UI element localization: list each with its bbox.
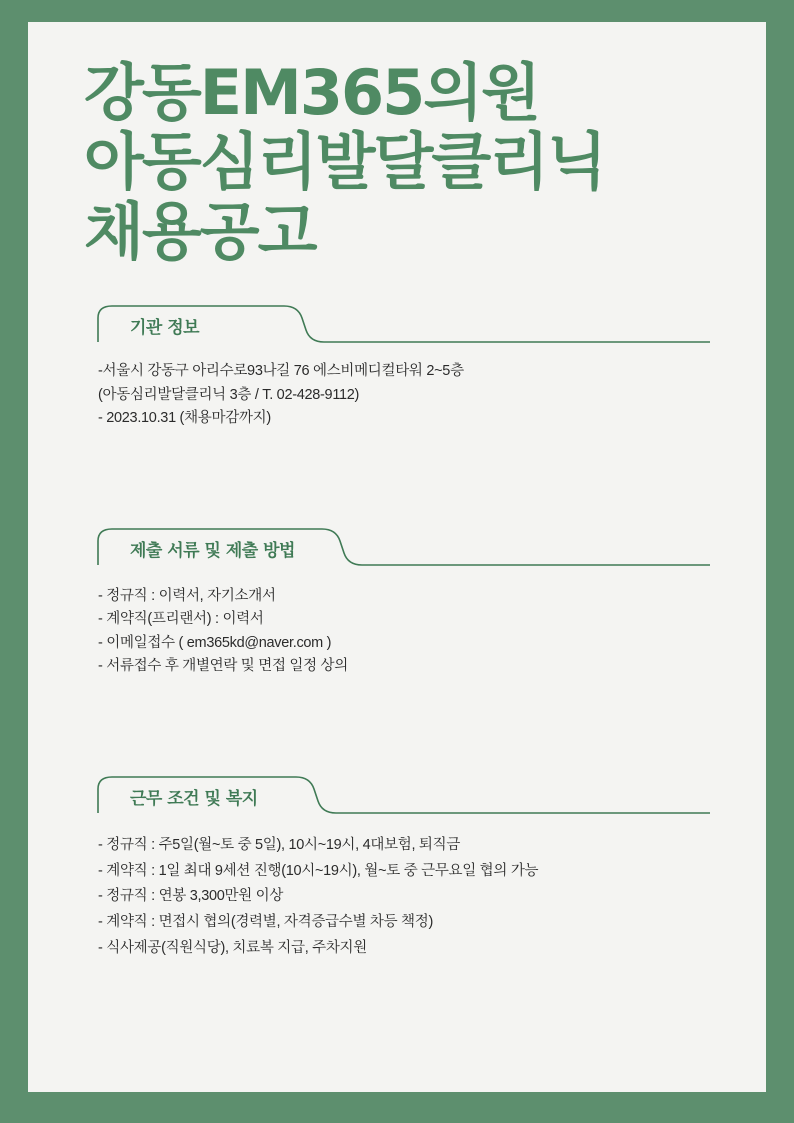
title-line-2: 아동심리발달클리닉 bbox=[84, 125, 606, 199]
line-item: - 2023.10.31 (채용마감까지) bbox=[98, 410, 271, 427]
section-title-org-info: 기관 정보 bbox=[130, 318, 200, 339]
poster-title bbox=[28, 22, 766, 266]
poster-card bbox=[28, 22, 766, 1092]
section-title-work-conditions: 근무 조건 및 복지 bbox=[130, 788, 258, 809]
section-title-documents: 제출 서류 및 제출 방법 bbox=[130, 540, 295, 561]
section-documents bbox=[84, 527, 710, 679]
line-item: - 식사제공(직원식당), 치료복 지급, 주차지원 bbox=[98, 939, 367, 956]
section-header-work-conditions bbox=[84, 775, 710, 815]
section-header-documents bbox=[84, 527, 710, 567]
section-work-conditions bbox=[84, 775, 710, 962]
section-org-info bbox=[84, 304, 710, 430]
line-item: - 정규직 : 연봉 3,300만원 이상 bbox=[98, 888, 284, 905]
title-line-3: 채용공고 bbox=[84, 194, 316, 268]
line-item: - 계약직 : 1일 최대 9세션 진행(10시~19시), 월~토 중 근무요일 협의 가능 bbox=[98, 862, 539, 879]
line-item: (아동심리발달클리닉 3층 / T. 02-428-9112) bbox=[98, 386, 360, 403]
sections-container bbox=[28, 304, 766, 961]
line-item: - 계약직 : 면접시 협의(경력별, 자격증급수별 차등 책정) bbox=[98, 914, 433, 931]
line-item: - 서류접수 후 개별연락 및 면접 일정 상의 bbox=[98, 658, 348, 675]
line-item: -서울시 강동구 아리수로93나길 76 에스비메디컬타워 2~5층 bbox=[98, 363, 464, 380]
line-item: - 계약직(프리랜서) : 이력서 bbox=[98, 611, 264, 628]
line-item: - 이메일접수 ( em365kd@naver.com ) bbox=[98, 634, 332, 651]
title-line-1: 강동EM365의원 bbox=[84, 56, 540, 129]
section-body-work-conditions bbox=[84, 815, 710, 962]
section-header-org-info bbox=[84, 304, 710, 344]
section-body-org-info bbox=[84, 344, 710, 430]
line-item: - 정규직 : 이력서, 자기소개서 bbox=[98, 587, 276, 604]
line-item: - 정규직 : 주5일(월~토 중 5일), 10시~19시, 4대보험, 퇴직금 bbox=[98, 836, 461, 853]
section-body-documents bbox=[84, 567, 710, 679]
